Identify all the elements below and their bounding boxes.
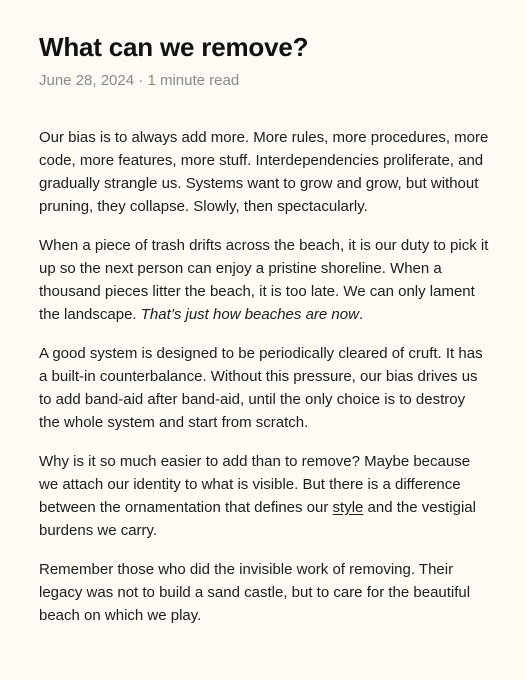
paragraph-2 xyxy=(39,234,490,326)
article-title: What can we remove? xyxy=(39,32,309,62)
style-link[interactable]: style xyxy=(332,499,364,516)
article-body xyxy=(39,126,490,627)
paragraph-2-text: When a piece of trash drifts across the beach, it is our duty to pick it up so the next person can enjoy a pristine shoreline. When a thousand pieces litter the beach, it is too late. We can only lament the landscape. xyxy=(39,237,489,323)
paragraph-4-end: and the vestigial burdens we carry. xyxy=(39,499,476,539)
meta-separator: · xyxy=(134,72,148,89)
publish-date: June 28, 2024 xyxy=(39,72,135,89)
paragraph-2-emphasis: That’s just how beaches are now xyxy=(140,306,359,323)
paragraph-3: A good system is designed to be periodically cleared of cruft. It has a built-in counterbalance. Without this pressure, our bias drives us to add band-aid after band-aid, until the only choice is to destroy the whole system and start from scratch. xyxy=(39,345,483,431)
paragraph-4 xyxy=(39,450,490,542)
paragraph-4-text: Why is it so much easier to add than to remove? Maybe because we attach our identity to what is visible. But there is a difference between the ornamentation that defines our xyxy=(39,453,471,516)
paragraph-1: Our bias is to always add more. More rules, more procedures, more code, more features, more stuff. Interdependencies proliferate, and gradually strangle us. Systems want to grow and grow, but without pruning, they collapse. Slowly, then spectacularly. xyxy=(39,129,489,215)
paragraph-2-end: . xyxy=(358,306,364,323)
read-time: 1 minute read xyxy=(147,72,240,89)
paragraph-5: Remember those who did the invisible work of removing. Their legacy was not to build a sand castle, but to care for the beautiful beach on which we play. xyxy=(39,561,471,624)
article-meta xyxy=(39,71,490,91)
